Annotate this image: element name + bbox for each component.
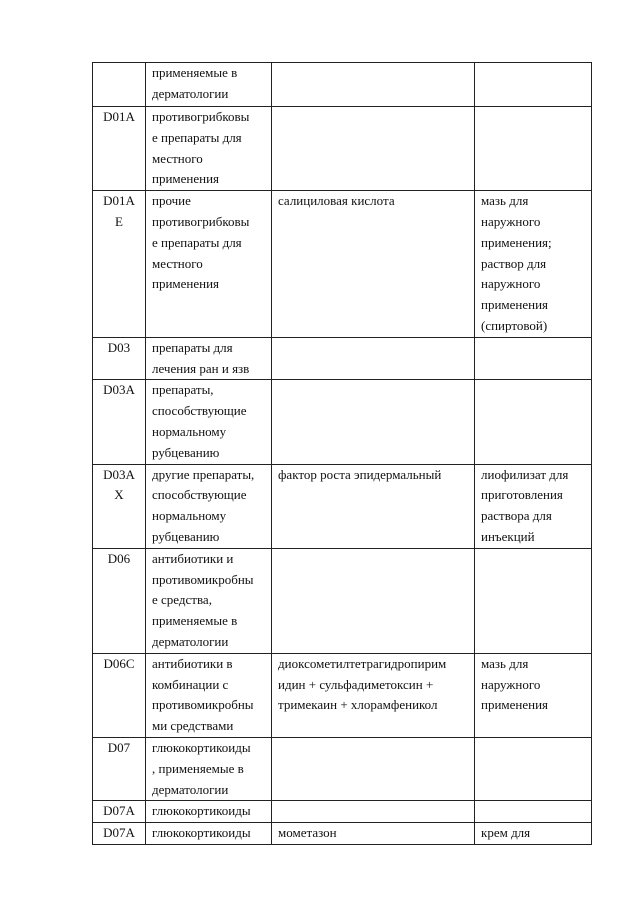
cell-text-line: инъекций — [481, 528, 535, 544]
cell-text-line: дерматологии — [152, 633, 229, 649]
cell-text-line: способствующие — [152, 403, 247, 419]
cell-text-line: глюкокортикоиды — [152, 803, 251, 819]
cell-text-line: лиофилизат для — [481, 466, 569, 482]
table-row — [93, 823, 592, 845]
cell-text-line: местного — [152, 150, 203, 166]
anatomical-group-cell — [146, 653, 272, 737]
table-row — [93, 380, 592, 464]
anatomical-group-cell — [146, 63, 272, 107]
cell-text-line: (спиртовой) — [481, 317, 548, 333]
cell-text-line: D06 — [107, 550, 131, 566]
cell-text-line: D01A — [103, 109, 135, 124]
cell-text-line: препараты для — [152, 339, 233, 355]
drug-name-cell — [272, 107, 475, 191]
anatomical-group-cell — [146, 191, 272, 338]
cell-text-line: тримекаин + хлорамфеникол — [278, 697, 438, 713]
table-row — [93, 801, 592, 823]
cell-text-line: ми средствами — [152, 718, 234, 734]
table-row — [93, 653, 592, 737]
cell-text-line: е препараты для — [152, 129, 242, 145]
cell-text-line: фактор роста эпидермальный — [278, 466, 442, 482]
cell-text-line: глюкокортикоиды — [152, 825, 251, 841]
cell-text-line: идин + сульфадиметоксин + — [278, 676, 434, 692]
atc-code-cell — [93, 63, 146, 107]
cell-text-line: применения — [481, 697, 549, 713]
cell-text-line: е препараты для — [152, 234, 242, 250]
dosage-form-cell — [475, 63, 592, 107]
anatomical-group-cell — [146, 337, 272, 380]
drug-classification-table — [92, 62, 592, 845]
cell-text-line: наружного — [481, 676, 541, 692]
atc-code-cell — [93, 107, 146, 191]
dosage-form-cell — [475, 823, 592, 845]
drug-name-cell — [272, 464, 475, 548]
cell-text-line: е средства, — [152, 592, 212, 608]
cell-text-line: применяемые в — [152, 613, 238, 629]
table-row — [93, 737, 592, 800]
cell-text-line: D06C — [103, 655, 135, 671]
cell-text-line: мазь для — [481, 655, 529, 671]
dosage-form-cell — [475, 380, 592, 464]
drug-name-cell — [272, 63, 475, 107]
anatomical-group-cell — [146, 464, 272, 548]
cell-text-line: антибиотики в — [152, 655, 233, 671]
dosage-form-cell — [475, 191, 592, 338]
cell-text-line: местного — [152, 255, 203, 271]
drug-name-cell — [272, 737, 475, 800]
cell-text-line: мазь для — [481, 193, 529, 209]
anatomical-group-cell — [146, 380, 272, 464]
cell-text-line: дерматологии — [152, 781, 229, 797]
anatomical-group-cell — [146, 107, 272, 191]
cell-text-line: D01A — [103, 193, 135, 209]
cell-text-line: D07 — [107, 739, 131, 755]
cell-text-line: способствующие — [152, 487, 247, 503]
drug-name-cell — [272, 823, 475, 845]
cell-text-line: , применяемые в — [152, 760, 244, 776]
drug-name-cell — [272, 653, 475, 737]
cell-text-line: крем для — [481, 825, 531, 841]
cell-text-line: раствора для — [481, 508, 552, 524]
cell-text-line: дерматологии — [152, 85, 229, 101]
atc-code-cell — [93, 737, 146, 800]
cell-text-line: применения — [152, 276, 220, 292]
cell-text-line: раствор для — [481, 255, 547, 271]
cell-text-line: прочие — [152, 193, 191, 209]
dosage-form-cell — [475, 548, 592, 653]
cell-text-line: другие препараты, — [152, 466, 255, 482]
cell-text-line: приготовления — [481, 487, 563, 503]
cell-text-line: лечения ран и язв — [152, 360, 250, 376]
table-row — [93, 63, 592, 107]
cell-text-line: препараты, — [152, 382, 214, 398]
anatomical-group-cell — [146, 823, 272, 845]
cell-text-line: применения; — [481, 234, 552, 250]
atc-code-cell — [93, 191, 146, 338]
cell-text-line: противомикробны — [152, 697, 254, 713]
cell-text-line: нормальному — [152, 423, 227, 439]
cell-text-line: мометазон — [278, 825, 337, 841]
cell-text-line: D07A — [103, 825, 135, 841]
atc-code-cell — [93, 337, 146, 380]
cell-text-line: применения — [481, 297, 549, 313]
dosage-form-cell — [475, 737, 592, 800]
atc-code-cell — [93, 464, 146, 548]
dosage-form-cell — [475, 653, 592, 737]
cell-text-line: противогрибковы — [152, 109, 250, 124]
table-row — [93, 107, 592, 191]
cell-text-line: диоксометилтетрагидропирим — [278, 655, 447, 671]
dosage-form-cell — [475, 464, 592, 548]
cell-text-line: E — [115, 213, 123, 229]
cell-text-line: применяемые в — [152, 65, 238, 80]
dosage-form-cell — [475, 107, 592, 191]
cell-text-line: рубцеванию — [152, 528, 220, 544]
atc-code-cell — [93, 548, 146, 653]
cell-text-line: комбинации с — [152, 676, 229, 692]
atc-code-cell — [93, 653, 146, 737]
cell-text-line: рубцеванию — [152, 444, 220, 460]
drug-name-cell — [272, 801, 475, 823]
cell-text-line: D07A — [103, 803, 135, 819]
dosage-form-cell — [475, 337, 592, 380]
cell-text-line: противогрибковы — [152, 213, 250, 229]
cell-text-line: глюкокортикоиды — [152, 739, 251, 755]
cell-text-line: D03A — [103, 382, 135, 398]
anatomical-group-cell — [146, 548, 272, 653]
cell-text-line: D03 — [107, 339, 131, 355]
dosage-form-cell — [475, 801, 592, 823]
atc-code-cell — [93, 823, 146, 845]
cell-text-line: X — [114, 487, 124, 503]
cell-text-line: наружного — [481, 213, 541, 229]
cell-text-line: антибиотики и — [152, 550, 234, 566]
cell-text-line: применения — [152, 171, 220, 187]
cell-text-line: салициловая кислота — [278, 193, 395, 209]
drug-name-cell — [272, 337, 475, 380]
atc-code-cell — [93, 801, 146, 823]
anatomical-group-cell — [146, 801, 272, 823]
drug-name-cell — [272, 380, 475, 464]
cell-text-line: противомикробны — [152, 571, 254, 587]
table-row — [93, 548, 592, 653]
table-row — [93, 337, 592, 380]
cell-text-line: нормальному — [152, 508, 227, 524]
atc-code-cell — [93, 380, 146, 464]
table-row — [93, 464, 592, 548]
drug-name-cell — [272, 548, 475, 653]
anatomical-group-cell — [146, 737, 272, 800]
drug-name-cell — [272, 191, 475, 338]
cell-text-line: D03A — [103, 466, 135, 482]
cell-text-line: наружного — [481, 276, 541, 292]
table-row — [93, 191, 592, 338]
